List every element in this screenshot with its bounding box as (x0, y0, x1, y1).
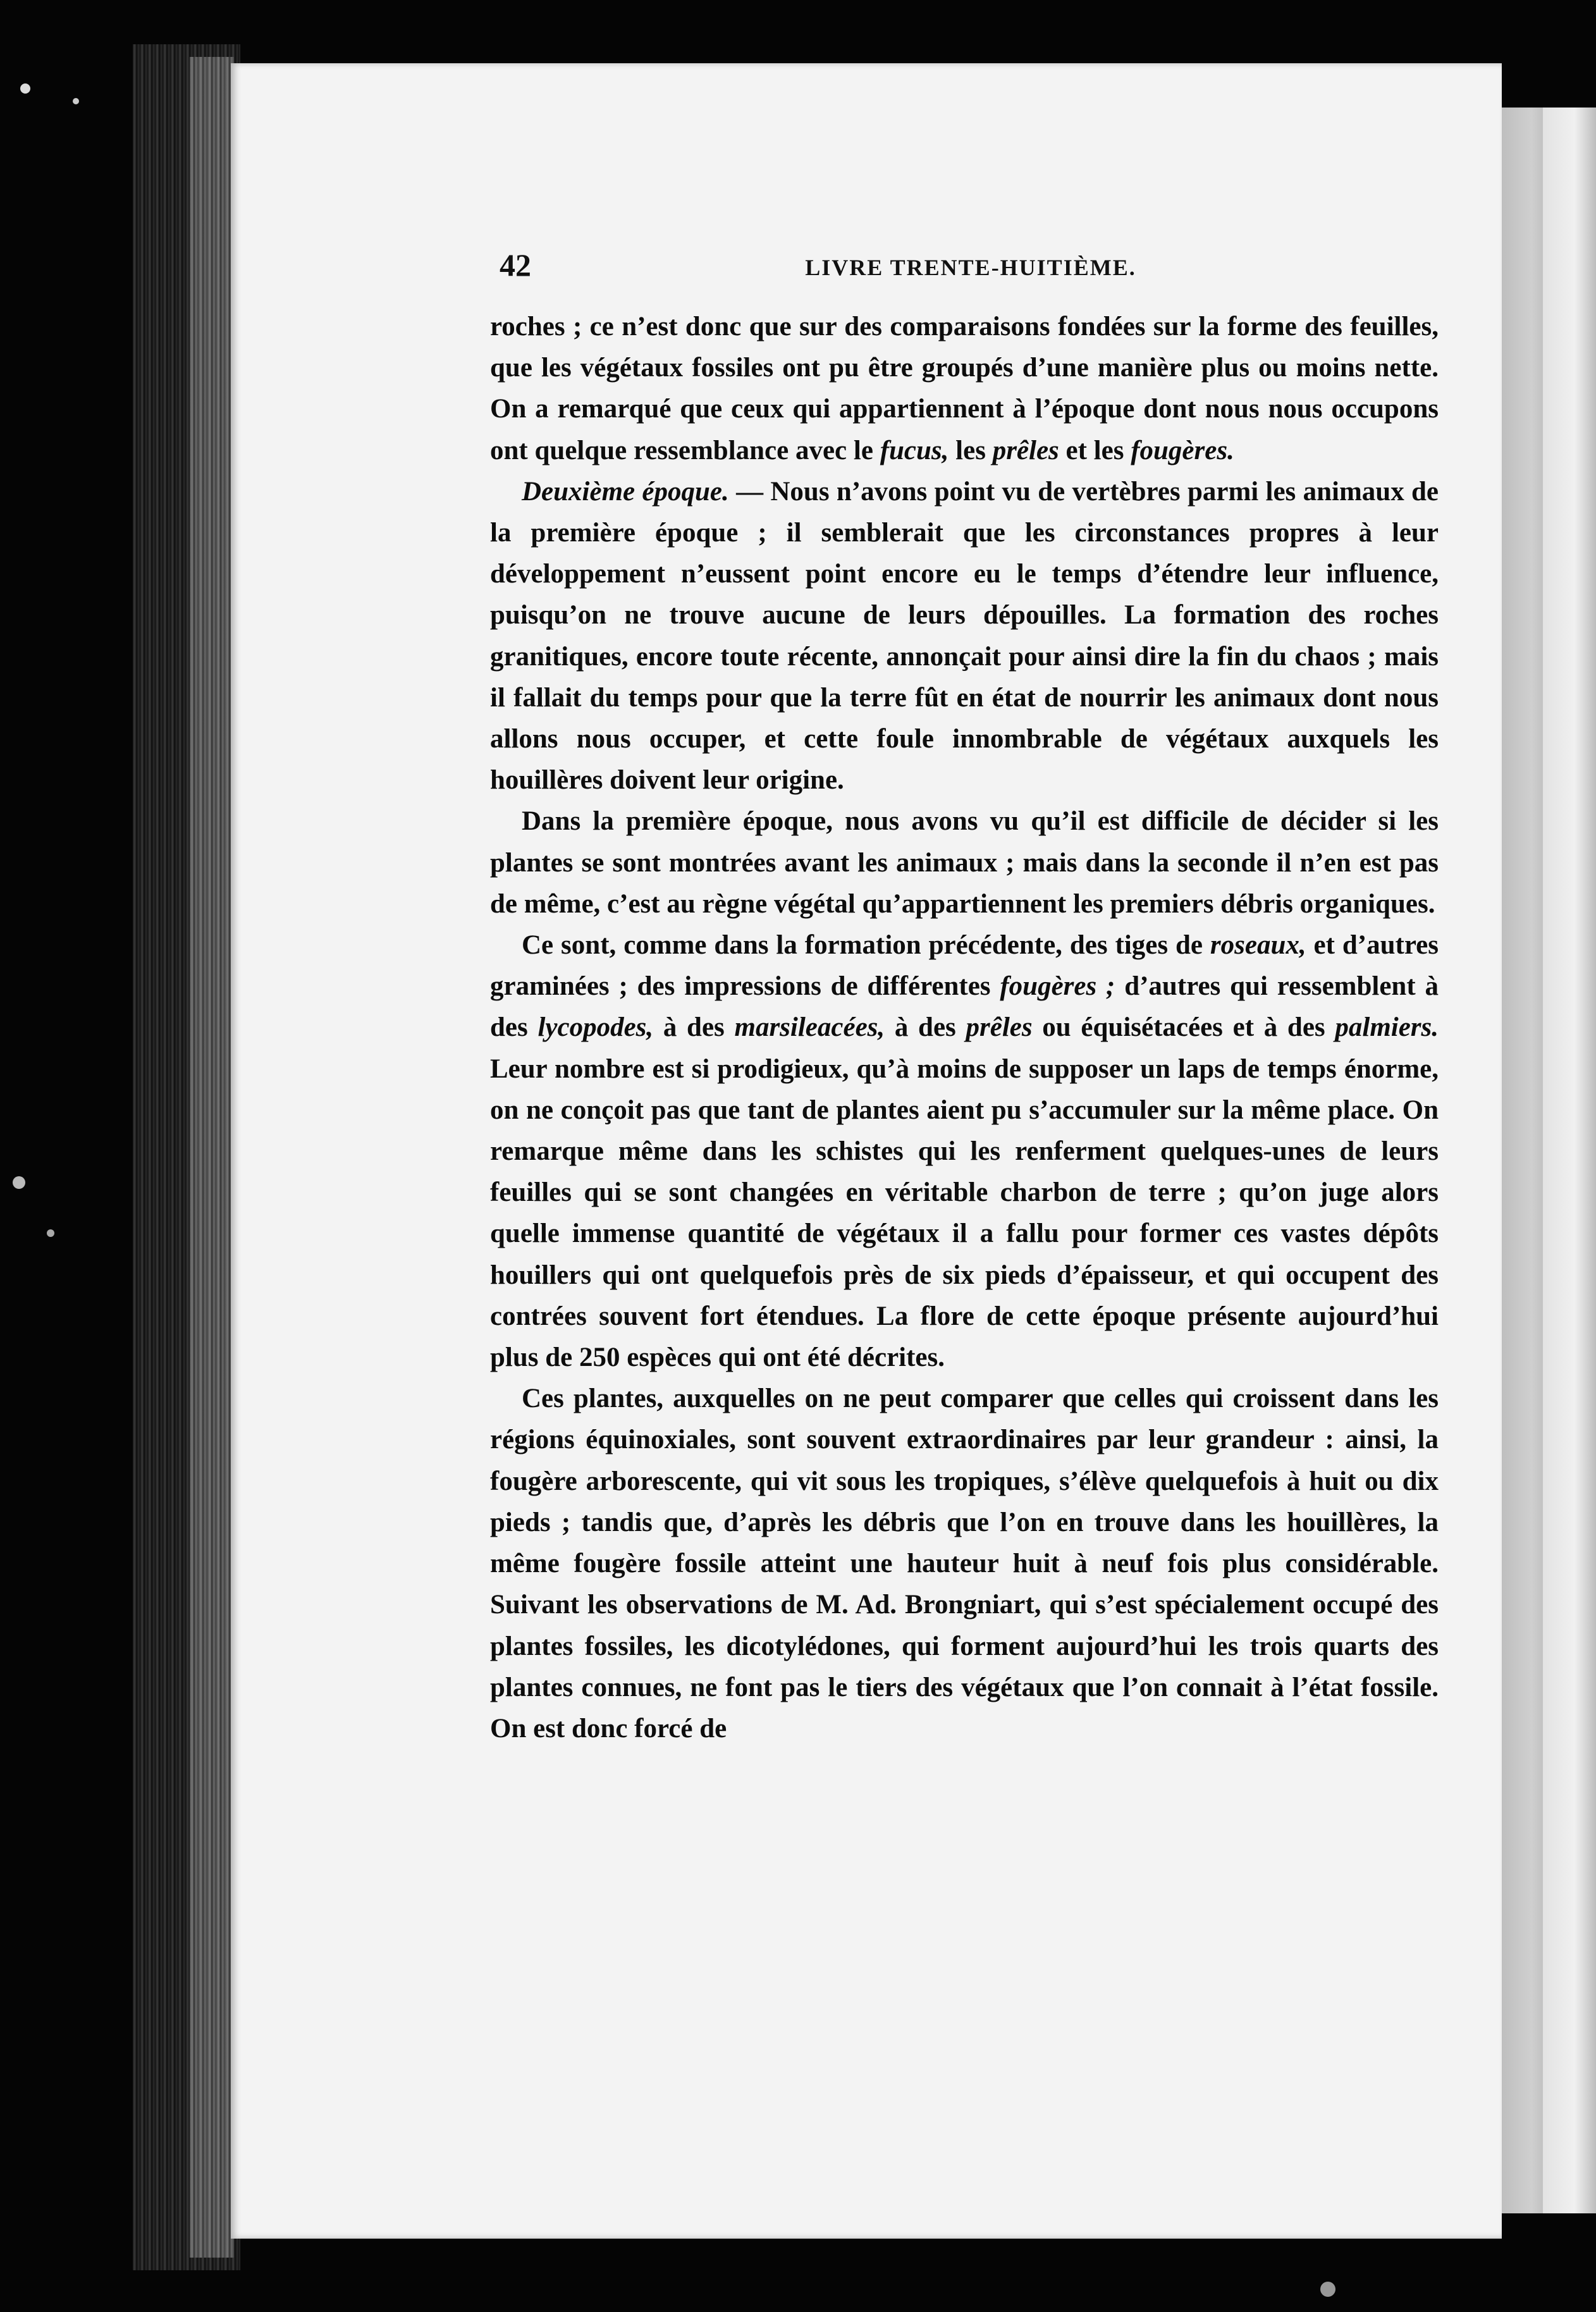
text-run: et d’autres graminées ; des impressions de différentes (490, 930, 1439, 1002)
text-run: les (948, 435, 993, 465)
italic-text: marsileacées, (734, 1012, 885, 1043)
italic-text: fougères ; (1000, 971, 1115, 1002)
italic-text: fougères. (1131, 435, 1234, 465)
paragraph (490, 801, 1439, 925)
italic-text: prêles (992, 435, 1059, 465)
italic-text: fucus, (880, 435, 949, 465)
italic-text: roseaux, (1210, 930, 1306, 961)
italic-text: lycopodes, (537, 1012, 654, 1043)
scan-speck (13, 1176, 25, 1189)
text-run: à des (653, 1012, 735, 1043)
text-run: roches ; ce n’est donc que sur des comparaisons fondées sur la forme des feuilles, que les végétaux fossiles ont pu être groupés d’une manière plus ou moins nette. On a remarqué que ceux qui appartiennent à l’époque dont nous nous occupons ont quelque ressemblance avec le (490, 312, 1439, 465)
paragraph (490, 306, 1439, 471)
book-page-edges-left (190, 57, 234, 2258)
running-title: LIVRE TRENTE-HUITIÈME. (805, 255, 1136, 280)
italic-text: palmiers. (1335, 1012, 1439, 1043)
text-run: Dans la première époque, nous avons vu qu’il est difficile de décider si les plantes se sont montrées avant les animaux ; mais dans la seconde il n’en est pas de même, c’est au règne végétal qu’appartiennent les premiers débris organiques. (490, 806, 1439, 919)
text-run: — Nous n’avons point vu de vertèbres parmi les animaux de la première époque ; il semblerait que les circonstances propres à leur développement n’eussent point encore eu le temps d’étendre leur influence, puisqu’on ne trouve aucune de leurs dépouilles. La formation des roches granitiques, encore toute récente, annonçait pour ainsi dire la fin du chaos ; mais il fallait du temps pour que la terre fût en état de nourrir les animaux dont nous allons nous occuper, et cette foule innombrable de végétaux auxquels les houillères doivent leur origine. (490, 476, 1439, 796)
text-run: d’autres qui ressemblent à des (490, 971, 1439, 1043)
facing-page-edge (1543, 108, 1596, 2213)
italic-text: Deuxième époque. (522, 476, 729, 507)
paragraph (490, 925, 1439, 1378)
page-header (500, 247, 1442, 291)
page-number: 42 (500, 247, 531, 283)
text-run: et les (1059, 435, 1131, 465)
scan-speck (20, 83, 30, 94)
text-run: Ce sont, comme dans la formation précédente, des tiges de (522, 930, 1210, 961)
scan-speck (73, 98, 79, 104)
text-run: Leur nombre est si prodigieux, qu’à moins de supposer un laps de temps énorme, on ne conçoit pas que tant de plantes aient pu s’accumuler sur la même place. On remarque même dans les schistes qui les renferment quelques-unes de leurs feuilles qui se sont changées en véritable charbon de terre ; qu’on juge alors quelle immense quantité de végétaux il a fallu pour former ces vastes dépôts houillers qui ont quelquefois près de six pieds d’épaisseur, et qui occupent des contrées souvent fort étendues. La flore de cette époque présente aujourd’hui plus de 250 espèces qui ont été décrites. (490, 1054, 1439, 1373)
text-run: ou équisétacées et à des (1032, 1012, 1335, 1043)
scan-speck (1320, 2282, 1335, 2297)
text-run: Ces plantes, auxquelles on ne peut comparer que celles qui croissent dans les régions équinoxiales, sont souvent extraordinaires par leur grandeur : ainsi, la fougère arborescente, qui vit sous les tropiques, s’élève quelquefois à huit ou dix pieds ; tandis que, d’après les débris que l’on en trouve dans les houillères, la même fougère fossile atteint une hauteur huit à neuf fois plus considérable. Suivant les observations de M. Ad. Brongniart, qui s’est spécialement occupé des plantes fossiles, les dicotylédones, qui forment aujourd’hui les trois quarts des plantes connues, ne font pas le tiers des végétaux que l’on connait à l’état fossile. On est donc forcé de (490, 1384, 1439, 1743)
paragraph (490, 1378, 1439, 1749)
paragraph (490, 471, 1439, 801)
scan-speck (47, 1229, 54, 1237)
italic-text: prêles (966, 1012, 1033, 1043)
text-run: à des (885, 1012, 966, 1043)
body-text (490, 306, 1439, 1749)
